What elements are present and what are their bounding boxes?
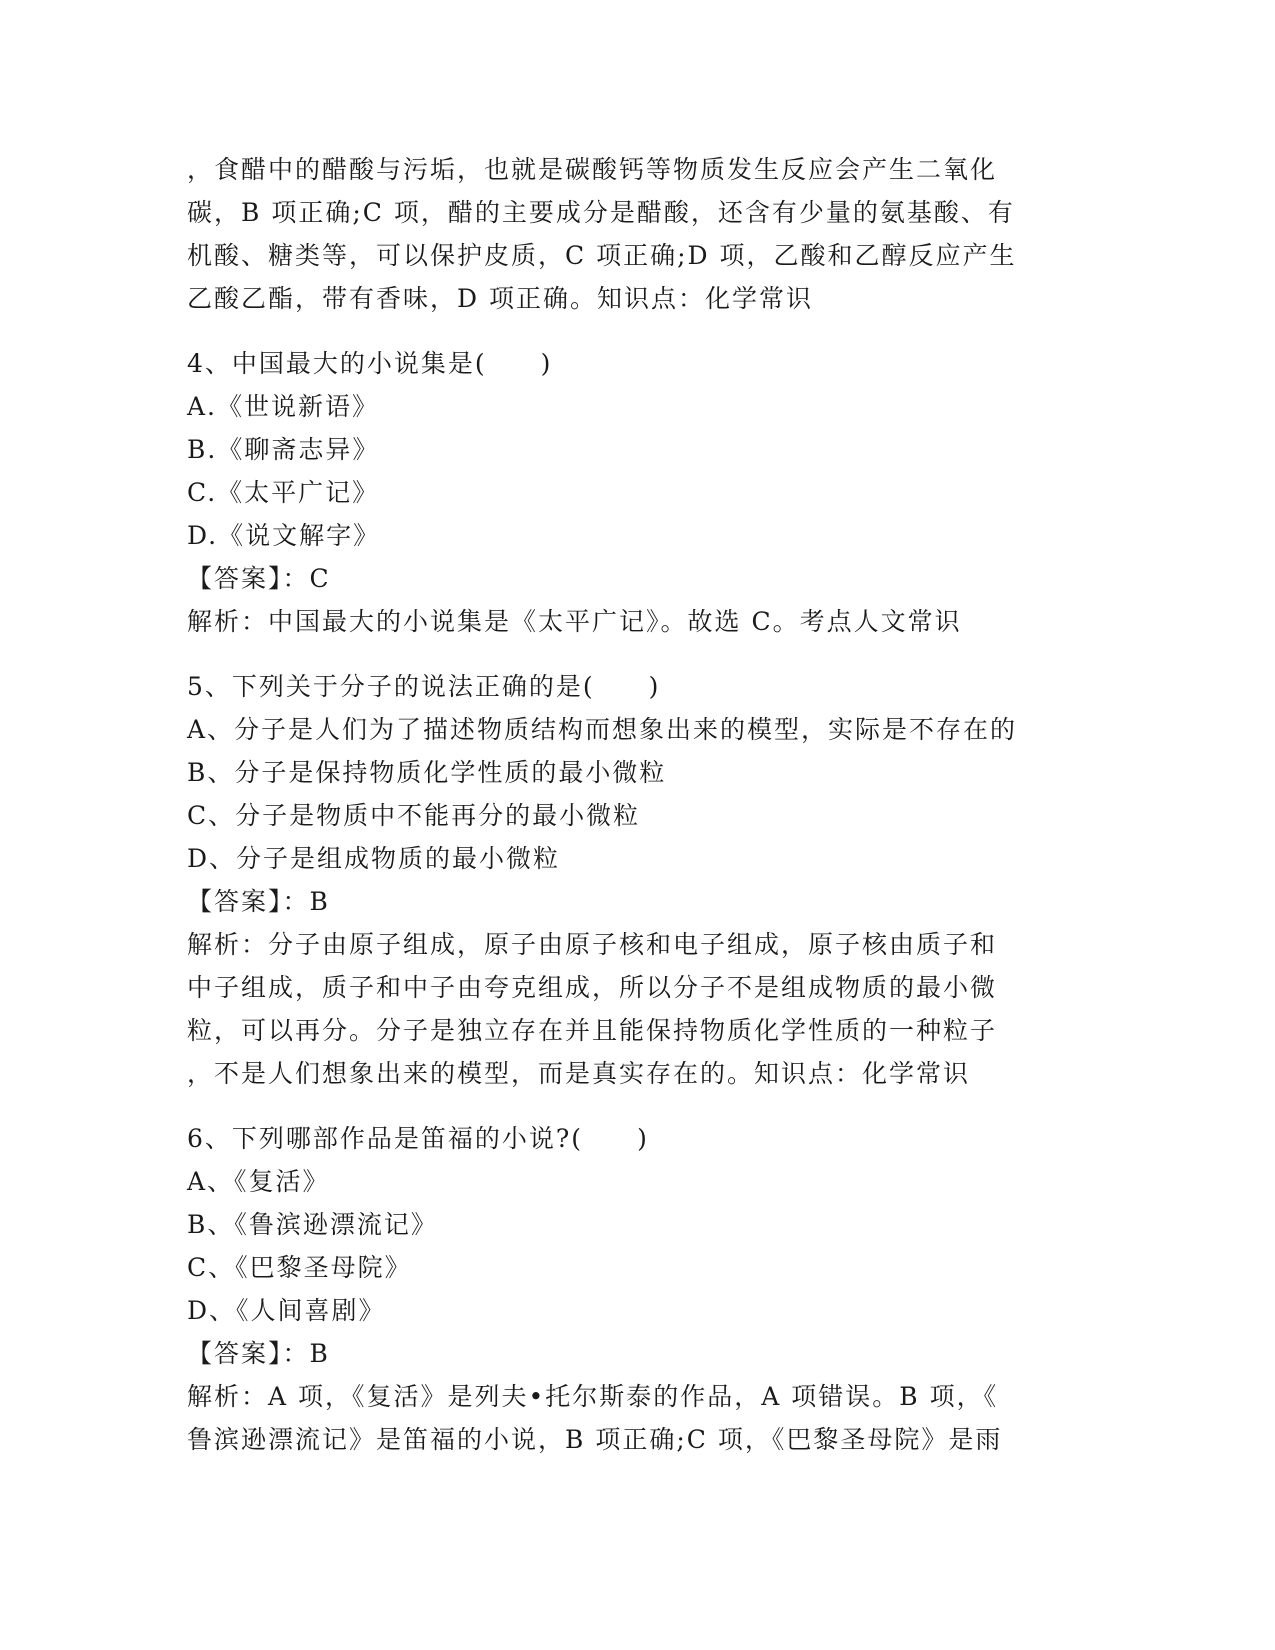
analysis-line: 鲁滨逊漂流记》是笛福的小说，B 项正确;C 项，《巴黎圣母院》是雨 [187,1425,1003,1454]
intro-analysis [187,148,1087,320]
option-c: C、分子是物质中不能再分的最小微粒 [187,801,641,830]
analysis-line: ，食醋中的醋酸与污垢，也就是碳酸钙等物质发生反应会产生二氧化 [187,155,998,184]
answer-line: 【答案】：B [187,887,330,916]
option-b: B、《鲁滨逊漂流记》 [187,1210,438,1239]
option-c: C、《巴黎圣母院》 [187,1253,412,1282]
option-d: D.《说文解字》 [187,521,381,550]
option-b: B、分子是保持物质化学性质的最小微粒 [187,758,667,787]
analysis-line: 解析：分子由原子组成，原子由原子核和电子组成，原子核由质子和 [187,930,998,959]
answer-line: 【答案】：C [187,564,331,593]
answer-line: 【答案】：B [187,1339,330,1368]
spacer [187,1095,1087,1117]
analysis-line: 粒，可以再分。分子是独立存在并且能保持物质化学性质的一种粒子 [187,1016,998,1045]
analysis-line: 机酸、糖类等，可以保护皮质，C 项正确;D 项，乙酸和乙醇反应产生 [187,241,1017,270]
question-5 [187,665,1087,1095]
analysis-line: ，不是人们想象出来的模型，而是真实存在的。知识点：化学常识 [187,1059,971,1088]
analysis-line: 解析：A 项，《复活》是列夫•托尔斯泰的作品，A 项错误。B 项，《 [187,1382,999,1411]
analysis-line: 乙酸乙酯，带有香味，D 项正确。知识点：化学常识 [187,284,813,313]
option-a: A、《复活》 [187,1167,330,1196]
question-4 [187,342,1087,643]
analysis-line: 碳，B 项正确;C 项，醋的主要成分是醋酸，还含有少量的氨基酸、有 [187,198,1015,227]
analysis-line: 解析：中国最大的小说集是《太平广记》。故选 C。考点人文常识 [187,607,962,636]
option-d: D、分子是组成物质的最小微粒 [187,844,561,873]
analysis-line: 中子组成，质子和中子由夸克组成，所以分子不是组成物质的最小微 [187,973,998,1002]
page-content [187,148,1087,1461]
question-text: 6、下列哪部作品是笛福的小说?( ) [187,1124,649,1153]
option-d: D、《人间喜剧》 [187,1296,386,1325]
spacer [187,320,1087,342]
option-a: A、分子是人们为了描述物质结构而想象出来的模型，实际是不存在的 [187,715,1018,744]
question-text: 5、下列关于分子的说法正确的是( ) [187,672,661,701]
spacer [187,643,1087,665]
question-6 [187,1117,1087,1461]
option-c: C.《太平广记》 [187,478,380,507]
option-a: A.《世说新语》 [187,392,380,421]
option-b: B.《聊斋志异》 [187,435,380,464]
question-text: 4、中国最大的小说集是( ) [187,349,553,378]
